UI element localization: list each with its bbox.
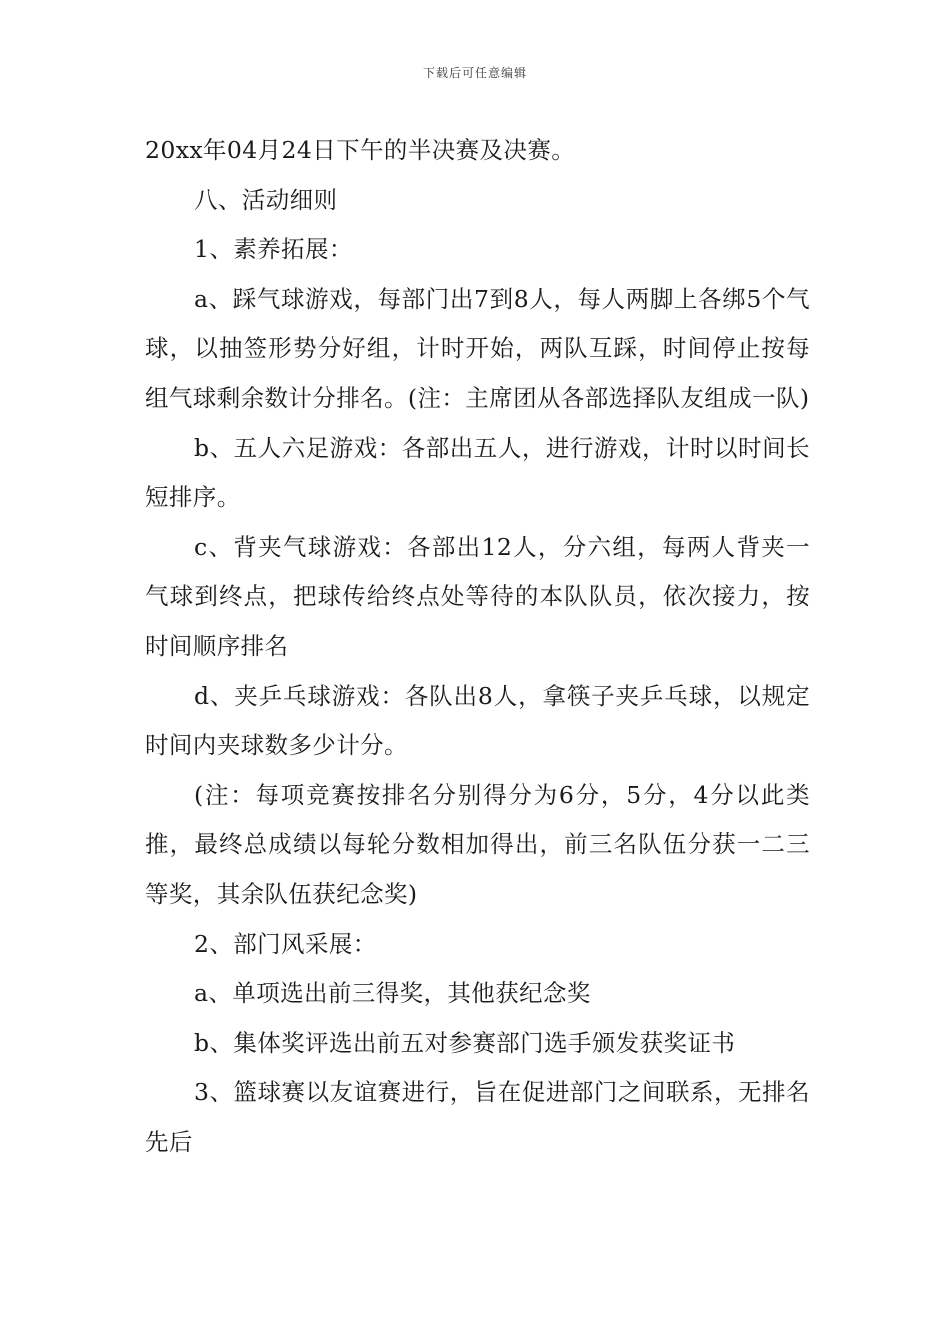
subheading-department-showcase: 2、部门风采展： bbox=[194, 929, 377, 958]
paragraph-back-balloon-relay: c、背夹气球游戏：各部出12人，分六组，每两人背夹一气球到终点，把球传给终点处等待的本队队员，依次接力，按时间顺序排名 bbox=[145, 532, 810, 660]
paragraph-five-person-six-feet: b、五人六足游戏：各部出五人，进行游戏，计时以时间长短排序。 bbox=[145, 433, 810, 512]
paragraph-individual-awards: a、单项选出前三得奖，其他获纪念奖 bbox=[194, 979, 591, 1008]
paragraph-scoring-note: (注：每项竞赛按排名分别得分为6分，5分，4分以此类推，最终总成绩以每轮分数相加得出，前三名队伍分获一二三等奖，其余队伍获纪念奖) bbox=[145, 780, 810, 908]
subheading-quality-expansion: 1、素养拓展： bbox=[194, 235, 353, 264]
paragraph-balloon-stomp-game: a、踩气球游戏，每部门出7到8人，每人两脚上各绑5个气球，以抽签形势分好组，计时开始，两队互踩，时间停止按每组气球剩余数计分排名。(注：主席团从各部选择队友组成一队) bbox=[145, 284, 810, 412]
paragraph-date-continuation: 20xx年04月24日下午的半决赛及决赛。 bbox=[145, 136, 576, 164]
page-header-note: 下载后可任意编辑 bbox=[422, 66, 527, 80]
paragraph-basketball-friendly: 3、篮球赛以友谊赛进行，旨在促进部门之间联系，无排名先后 bbox=[145, 1078, 810, 1156]
paragraph-group-awards: b、集体奖评选出前五对参赛部门选手颁发获奖证书 bbox=[194, 1028, 736, 1057]
paragraph-ping-pong-chopsticks: d、夹乒乓球游戏：各队出8人，拿筷子夹乒乓球，以规定时间内夹球数多少计分。 bbox=[145, 681, 810, 760]
document-body bbox=[145, 126, 810, 1167]
section-heading-activity-rules: 八、活动细则 bbox=[194, 185, 338, 214]
